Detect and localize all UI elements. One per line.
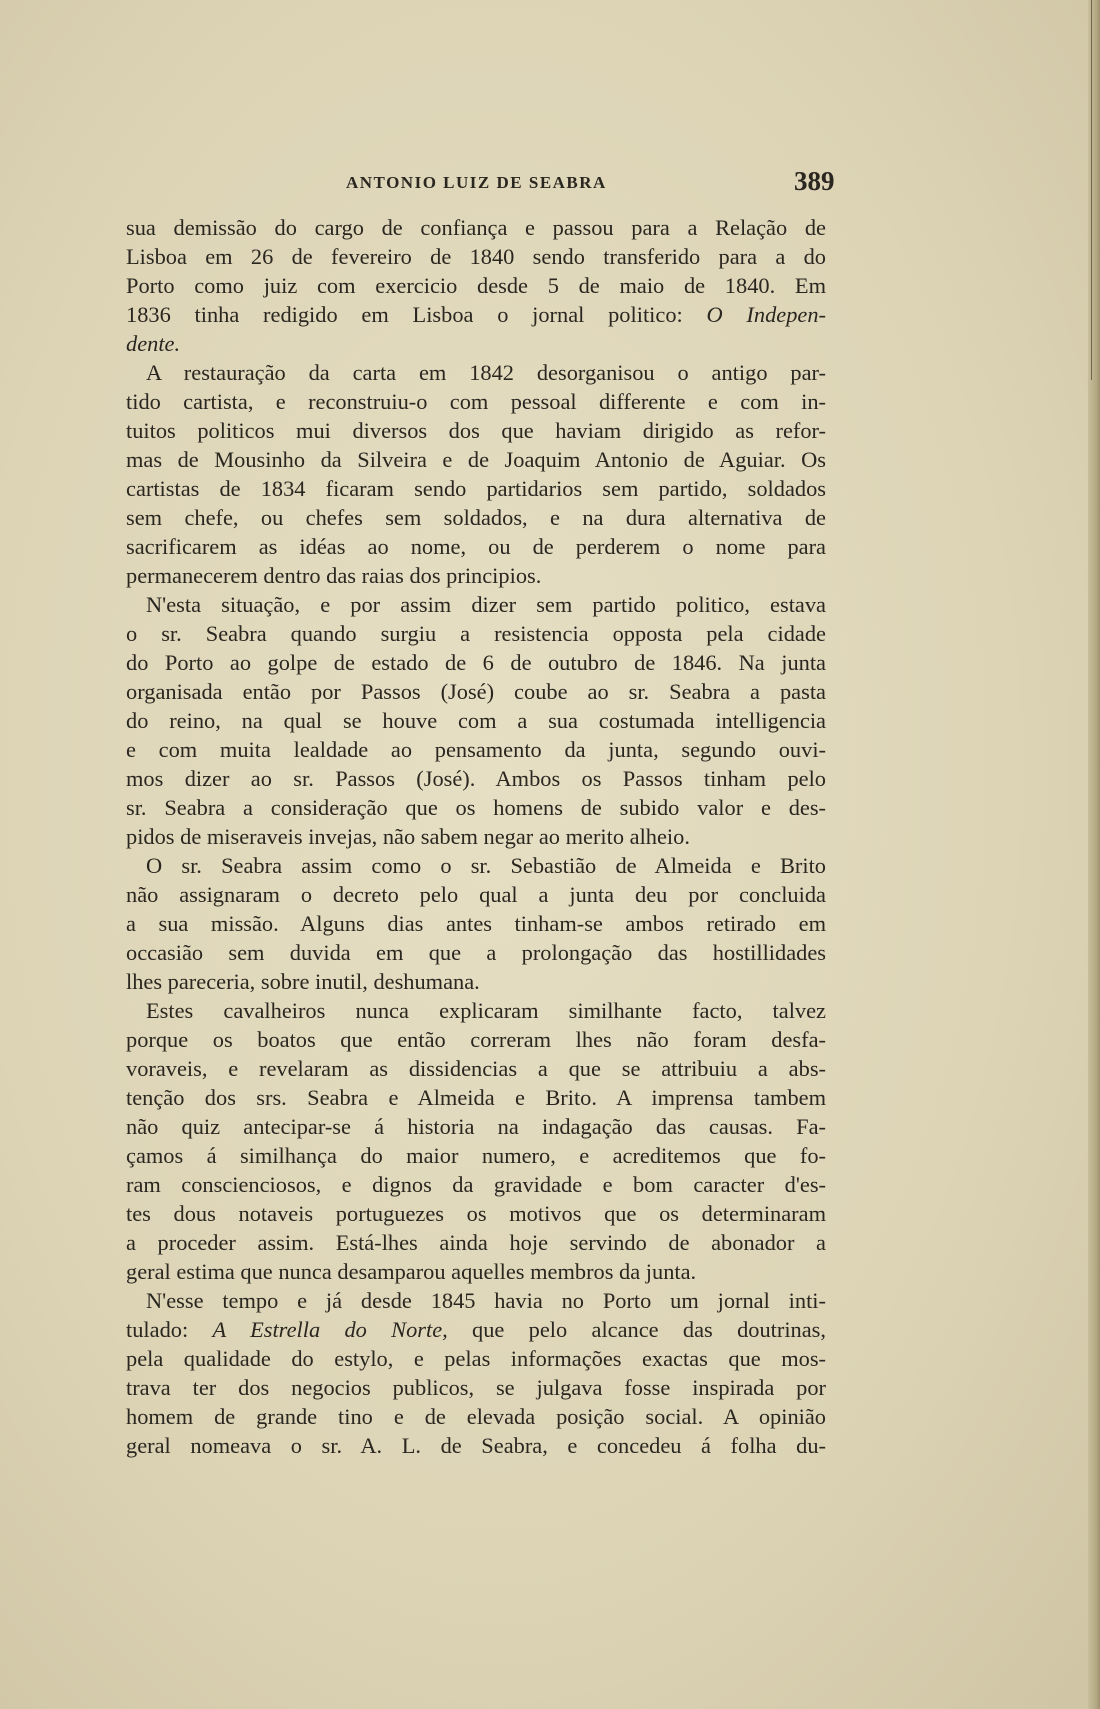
text-line (126, 880, 826, 909)
text-line (126, 735, 826, 764)
text-line (126, 1054, 826, 1083)
line-text: cartistas de 1834 ficaram sendo partidarios sem partido, soldados (126, 476, 826, 501)
line-text: do Porto ao golpe de estado de 6 de outubro de 1846. Na junta (126, 650, 826, 675)
text-line (126, 967, 826, 996)
page-edge (1088, 0, 1100, 1709)
text-line (126, 1402, 826, 1431)
text-line (126, 271, 826, 300)
text-line (126, 1257, 826, 1286)
text-line (126, 474, 826, 503)
text-line (126, 1083, 826, 1112)
text-line (126, 938, 826, 967)
line-text: occasião sem duvida em que a prolongação das hostillidades (126, 940, 826, 965)
line-text: pela qualidade do estylo, e pelas informações exactas que mos- (126, 1346, 826, 1371)
line-text: O sr. Seabra assim como o sr. Sebastião de Almeida e Brito (146, 853, 826, 878)
text-line (126, 1199, 826, 1228)
line-text: geral estima que nunca desamparou aquelles membros da junta. (126, 1259, 697, 1284)
line-text: não assignaram o decreto pelo qual a junta deu por concluida (126, 882, 826, 907)
line-text: Lisboa em 26 de fevereiro de 1840 sendo transferido para a do (126, 244, 826, 269)
text-line (126, 822, 826, 851)
italic-title: O Indepen- (706, 302, 826, 327)
text-line (126, 706, 826, 735)
line-text: trava ter dos negocios publicos, se julgava fosse inspirada por (126, 1375, 826, 1400)
text-line (126, 445, 826, 474)
text-line (126, 996, 826, 1025)
running-head (126, 166, 835, 196)
text-line (126, 648, 826, 677)
line-text: sem chefe, ou chefes sem soldados, e na dura alternativa de (126, 505, 826, 530)
text-line (126, 1286, 826, 1315)
text-line (126, 1315, 826, 1344)
text-line (126, 1170, 826, 1199)
text-line (126, 503, 826, 532)
text-line (126, 1431, 826, 1460)
text-line (126, 242, 826, 271)
text-line (126, 619, 826, 648)
text-line (126, 358, 826, 387)
line-text: mos dizer ao sr. Passos (José). Ambos os Passos tinham pelo (126, 766, 826, 791)
text-line (126, 677, 826, 706)
text-line (126, 1373, 826, 1402)
text-line (126, 300, 826, 329)
line-text: voraveis, e revelaram as dissidencias a que se attribuiu a abs- (126, 1056, 826, 1081)
text-line (126, 590, 826, 619)
line-text: sacrificarem as idéas ao nome, ou de perderem o nome para (126, 534, 826, 559)
line-text: do reino, na qual se houve com a sua costumada intelligencia (126, 708, 826, 733)
text-line (126, 387, 826, 416)
text-line (126, 1025, 826, 1054)
italic-title: dente. (126, 331, 181, 356)
running-title: ANTONIO LUIZ DE SEABRA (346, 173, 607, 192)
text-line (126, 764, 826, 793)
body-text (126, 213, 826, 1460)
line-text: não quiz antecipar-se á historia na indagação das causas. Fa- (126, 1114, 826, 1139)
line-text: organisada então por Passos (José) coube ao sr. Seabra a pasta (126, 679, 826, 704)
line-text: ram conscienciosos, e dignos da gravidade e bom caracter d'es- (126, 1172, 826, 1197)
text-line (126, 1141, 826, 1170)
text-line (126, 416, 826, 445)
line-text: tuitos politicos mui diversos dos que haviam dirigido as refor- (126, 418, 826, 443)
text-line (126, 1228, 826, 1257)
line-text: a sua missão. Alguns dias antes tinham-se ambos retirado em (126, 911, 826, 936)
line-text: tulado: (126, 1317, 189, 1342)
text-line (126, 793, 826, 822)
line-text: A restauração da carta em 1842 desorganisou o antigo par- (146, 360, 826, 385)
line-text: a proceder assim. Está-lhes ainda hoje servindo de abonador a (126, 1230, 826, 1255)
line-text: N'esta situação, e por assim dizer sem partido politico, estava (146, 592, 826, 617)
line-text: tes dous notaveis portuguezes os motivos que os determinaram (126, 1201, 826, 1226)
line-text: sua demissão do cargo de confiança e passou para a Relação de (126, 215, 826, 240)
line-text: homem de grande tino e de elevada posição social. A opinião (126, 1404, 826, 1429)
line-text: e com muita lealdade ao pensamento da junta, segundo ouvi- (126, 737, 826, 762)
text-line (126, 329, 826, 358)
line-text: N'esse tempo e já desde 1845 havia no Porto um jornal inti- (146, 1288, 826, 1313)
line-text: lhes pareceria, sobre inutil, deshumana. (126, 969, 480, 994)
line-text: mas de Mousinho da Silveira e de Joaquim Antonio de Aguiar. Os (126, 447, 826, 472)
line-text: tenção dos srs. Seabra e Almeida e Brito. A imprensa tambem (126, 1085, 826, 1110)
line-text: geral nomeava o sr. A. L. de Seabra, e concedeu á folha du- (126, 1433, 826, 1458)
text-line (126, 909, 826, 938)
text-line (126, 213, 826, 242)
text-line (126, 1344, 826, 1373)
line-text: sr. Seabra a consideração que os homens de subido valor e des- (126, 795, 826, 820)
text-line (126, 532, 826, 561)
line-text: o sr. Seabra quando surgiu a resistencia opposta pela cidade (126, 621, 826, 646)
line-text: permanecerem dentro das raias dos principios. (126, 563, 542, 588)
italic-title: A Estrella do Norte, (212, 1317, 448, 1342)
line-text: tido cartista, e reconstruiu-o com pessoal differente e com in- (126, 389, 826, 414)
line-text: Porto como juiz com exercicio desde 5 de maio de 1840. Em (126, 273, 826, 298)
text-line (126, 561, 826, 590)
line-text: 1836 tinha redigido em Lisboa o jornal politico: (126, 302, 683, 327)
page-number: 389 (794, 166, 835, 196)
line-text: porque os boatos que então correram lhes não foram desfa- (126, 1027, 826, 1052)
line-text-after: que pelo alcance das doutrinas, (447, 1317, 826, 1342)
line-text: çamos á similhança do maior numero, e acreditemos que fo- (126, 1143, 826, 1168)
line-text: Estes cavalheiros nunca explicaram similhante facto, talvez (146, 998, 826, 1023)
line-text: pidos de miseraveis invejas, não sabem negar ao merito alheio. (126, 824, 690, 849)
text-line (126, 1112, 826, 1141)
text-line (126, 851, 826, 880)
